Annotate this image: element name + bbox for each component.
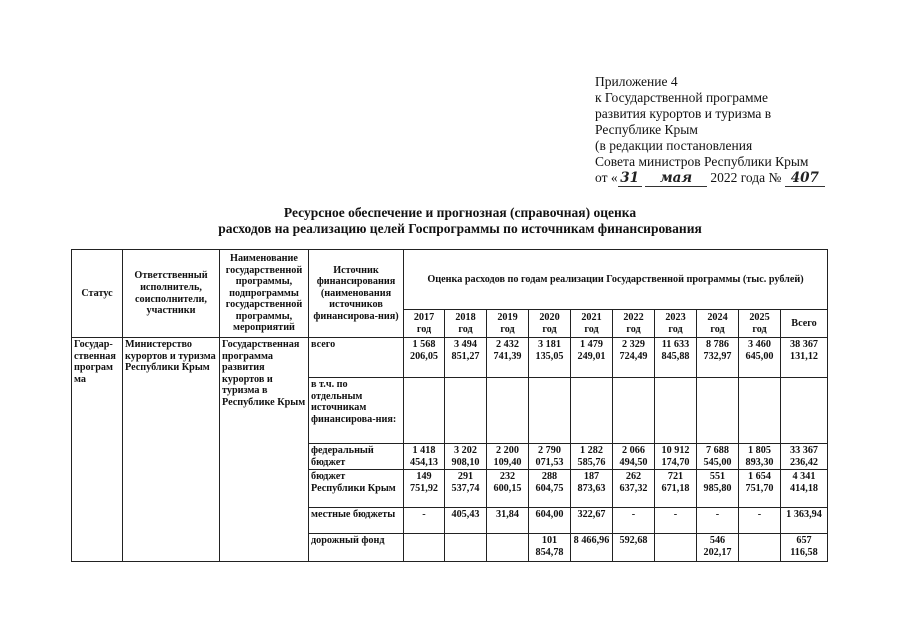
appendix-line: развития курортов и туризма в [595, 106, 772, 121]
total-cell: 33 367 236,42 [781, 444, 828, 470]
appendix-line: Приложение 4 [595, 74, 678, 89]
value-cell [445, 534, 487, 562]
value-cell: 1 654 751,70 [739, 470, 781, 508]
program-name-cell: Государственная программа развития курортов и туризма в Республике Крым [220, 338, 309, 562]
value-cell: 7 688 545,00 [697, 444, 739, 470]
header-status: Статус [72, 250, 123, 338]
source-cell: бюджет Республики Крым [309, 470, 404, 508]
value-cell: 2 200 109,40 [487, 444, 529, 470]
value-cell: 2 432 741,39 [487, 338, 529, 378]
value-cell [404, 534, 445, 562]
handwritten-number: 407 [785, 170, 825, 187]
header-year: 2020 год [529, 310, 571, 338]
value-cell [404, 378, 445, 444]
appendix-line: Совета министров Республики Крым [595, 154, 809, 169]
table-row [72, 338, 828, 378]
handwritten-day: 31 [618, 170, 642, 187]
value-cell: 546 202,17 [697, 534, 739, 562]
header-program-name: Наименование государственной программы, подпрограммы государственной программы, мероприятий [220, 250, 309, 338]
value-cell: 1 418 454,13 [404, 444, 445, 470]
value-cell [487, 378, 529, 444]
total-cell: 4 341 414,18 [781, 470, 828, 508]
handwritten-month: мая [645, 170, 707, 187]
header-year: 2023 год [655, 310, 697, 338]
value-cell: 187 873,63 [571, 470, 613, 508]
value-cell [655, 534, 697, 562]
value-cell: 1 805 893,30 [739, 444, 781, 470]
resource-table [71, 249, 828, 562]
value-cell [571, 378, 613, 444]
value-cell: 149 751,92 [404, 470, 445, 508]
value-cell: 101 854,78 [529, 534, 571, 562]
header-year: 2017 год [404, 310, 445, 338]
header-year: 2019 год [487, 310, 529, 338]
document-title [150, 205, 770, 237]
header-source: Источник финансирования (наименования источников финансирова-ния) [309, 250, 404, 338]
value-cell: 8 466,96 [571, 534, 613, 562]
value-cell [445, 378, 487, 444]
value-cell: 262 637,32 [613, 470, 655, 508]
value-cell [655, 378, 697, 444]
source-cell: всего [309, 338, 404, 378]
value-cell: 405,43 [445, 508, 487, 534]
value-cell: 3 494 851,27 [445, 338, 487, 378]
value-cell: 1 479 249,01 [571, 338, 613, 378]
value-cell: 322,67 [571, 508, 613, 534]
value-cell: 551 985,80 [697, 470, 739, 508]
date-prefix: от « [595, 170, 618, 185]
title-line-2: расходов на реализацию целей Госпрограммы по источникам финансирования [218, 221, 702, 236]
value-cell: 3 181 135,05 [529, 338, 571, 378]
executor-cell: Министерство курортов и туризма Республики Крым [123, 338, 220, 562]
value-cell: - [739, 508, 781, 534]
value-cell: 3 460 645,00 [739, 338, 781, 378]
value-cell: 2 790 071,53 [529, 444, 571, 470]
header-total: Всего [781, 310, 828, 338]
header-year: 2022 год [613, 310, 655, 338]
source-cell: в т.ч. по отдельным источникам финансирова-ния: [309, 378, 404, 444]
value-cell: 1 282 585,76 [571, 444, 613, 470]
value-cell [529, 378, 571, 444]
value-cell: 3 202 908,10 [445, 444, 487, 470]
header-year: 2021 год [571, 310, 613, 338]
source-cell: федеральный бюджет [309, 444, 404, 470]
header-year: 2025 год [739, 310, 781, 338]
value-cell [739, 378, 781, 444]
value-cell [697, 378, 739, 444]
status-cell: Государ-ственная програм ма [72, 338, 123, 562]
value-cell: 721 671,18 [655, 470, 697, 508]
appendix-block [595, 74, 875, 187]
total-cell: 657 116,58 [781, 534, 828, 562]
value-cell: 288 604,75 [529, 470, 571, 508]
header-year: 2024 год [697, 310, 739, 338]
total-cell: 1 363,94 [781, 508, 828, 534]
total-cell: 38 367 131,12 [781, 338, 828, 378]
header-estimate: Оценка расходов по годам реализации Государственной программы (тыс. рублей) [404, 250, 828, 310]
appendix-line: к Государственной программе [595, 90, 769, 105]
value-cell: 592,68 [613, 534, 655, 562]
title-line-1: Ресурсное обеспечение и прогнозная (справочная) оценка [283, 205, 637, 220]
value-cell: - [655, 508, 697, 534]
value-cell: 2 329 724,49 [613, 338, 655, 378]
value-cell [739, 534, 781, 562]
header-executor: Ответственный исполнитель, соисполнители, участники [123, 250, 220, 338]
source-cell: дорожный фонд [309, 534, 404, 562]
value-cell: 291 537,74 [445, 470, 487, 508]
value-cell [487, 534, 529, 562]
value-cell: 1 568 206,05 [404, 338, 445, 378]
appendix-line: Республике Крым [595, 122, 698, 137]
value-cell [613, 378, 655, 444]
value-cell: 232 600,15 [487, 470, 529, 508]
value-cell: 10 912 174,70 [655, 444, 697, 470]
value-cell: 8 786 732,97 [697, 338, 739, 378]
header-year: 2018 год [445, 310, 487, 338]
value-cell: 604,00 [529, 508, 571, 534]
value-cell: 11 633 845,88 [655, 338, 697, 378]
value-cell: - [613, 508, 655, 534]
value-cell: 31,84 [487, 508, 529, 534]
year-text: 2022 года № [710, 170, 782, 185]
value-cell: 2 066 494,50 [613, 444, 655, 470]
source-cell: местные бюджеты [309, 508, 404, 534]
resolution-date-line [595, 170, 875, 187]
total-cell [781, 378, 828, 444]
value-cell: - [697, 508, 739, 534]
value-cell: - [404, 508, 445, 534]
appendix-line: (в редакции постановления [595, 138, 753, 153]
